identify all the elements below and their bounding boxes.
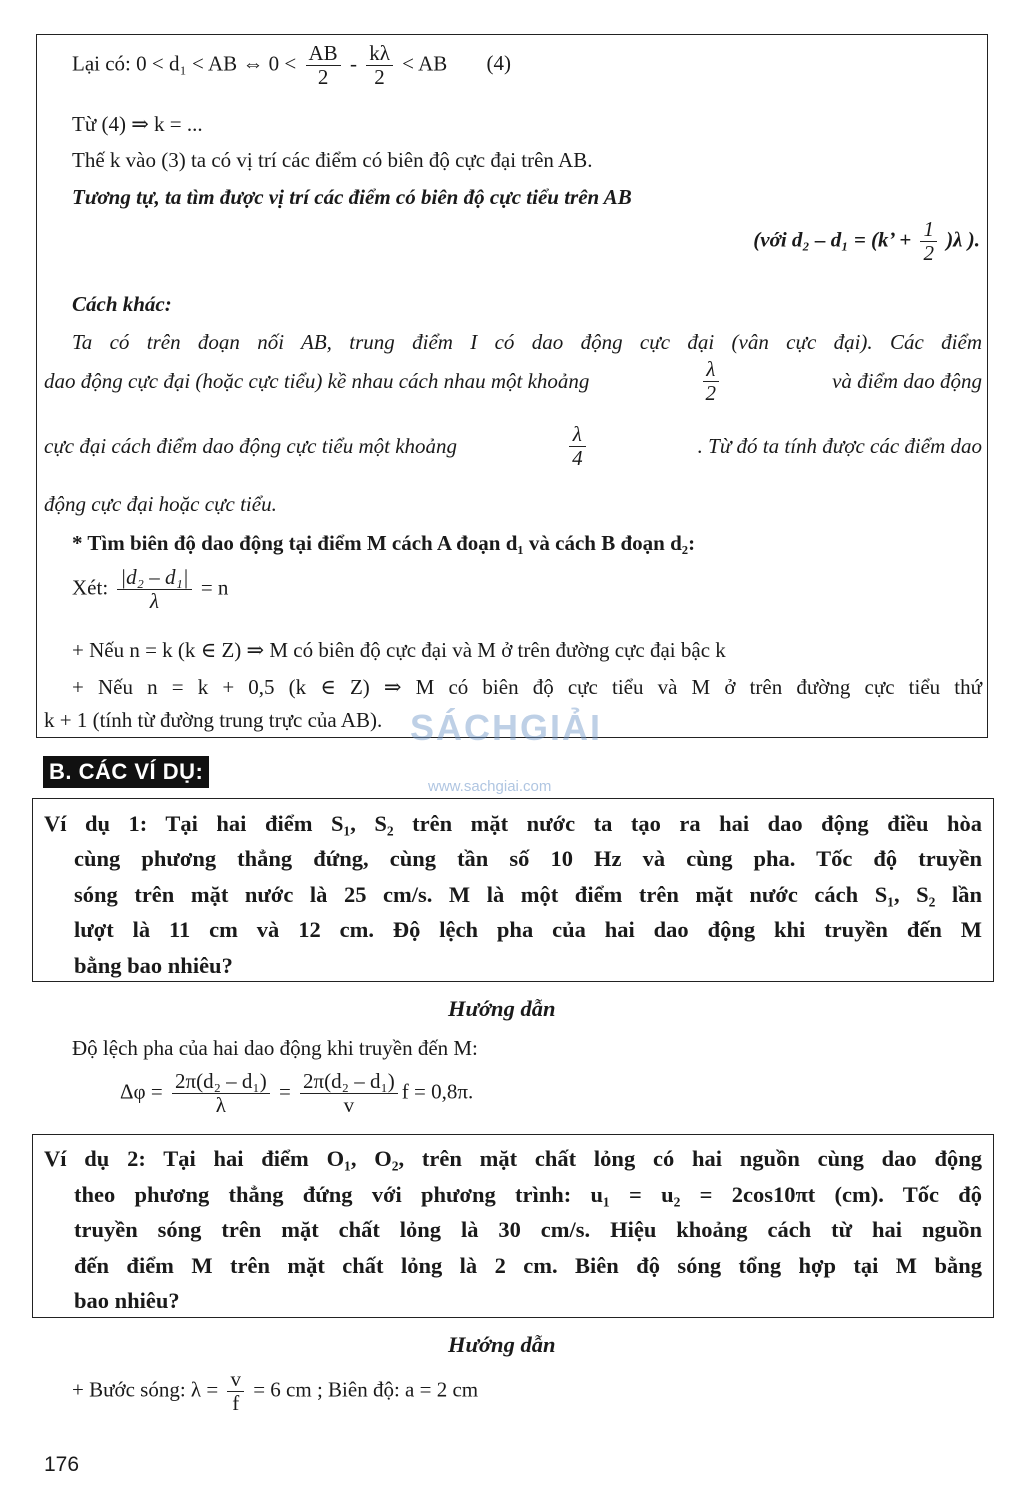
- example-1-line-1: Ví dụ 1: Tại hai điểm S₁, S₂ trên mặt nước ta tạo ra hai dao động điều hòa: [44, 811, 982, 836]
- fraction-v-f: $\frac{v}{f}$: [227, 1368, 244, 1415]
- example-2-line-5: bao nhiêu?: [74, 1288, 180, 1313]
- alt-paragraph-1: Ta có trên đoạn nối AB, trung điểm I có dao động cực đại (vân cực đại). Các điểm: [72, 330, 982, 354]
- fraction-klambda-2: $\frac{k\lambda}{2}$: [366, 42, 393, 89]
- fraction-lambda-2: $\frac{\lambda}{2}$: [703, 358, 720, 405]
- theory-line-1: Lại có: 0 < d₁ < AB ⇔ 0 < $\frac{AB}{2}$ - $\frac{k\lambda}{2}$ < AB (4): [72, 41, 511, 90]
- watermark-logo: SÁCHGIẢI: [410, 707, 603, 748]
- example-1-guide-title: Hướng dẫn: [448, 996, 556, 1021]
- fraction-ab-2: $\frac{AB}{2}$: [306, 42, 341, 89]
- example-1-formula: Δφ = $\frac{\text{2π(d₂ – d₁)}}{\lambda}$ = $\frac{\text{2π(d₂ – d₁)}}{v}$ f = 0,8π.: [120, 1069, 474, 1118]
- example-2-guide-title: Hướng dẫn: [448, 1332, 556, 1357]
- theory-line-4: Tương tự, ta tìm được vị trí các điểm có biên độ cực tiểu trên AB: [72, 185, 632, 209]
- alt-paragraph-4: động cực đại hoặc cực tiểu.: [44, 492, 277, 516]
- amplitude-heading: * Tìm biên độ dao động tại điểm M cách A đoạn d₁ và cách B đoạn d₂:: [72, 531, 696, 555]
- alt-paragraph-3: cực đại cách điểm dao động cực tiểu một khoảng $\frac{\lambda}{4}$ . Từ đó ta tính được các điểm dao: [44, 422, 982, 471]
- example-2-line-2: theo phương thẳng đứng với phương trình: u₁ = u₂ = 2cos10πt (cm). Tốc độ: [74, 1182, 982, 1207]
- section-heading: B. CÁC VÍ DỤ:: [43, 756, 209, 788]
- example-2-solution: + Bước sóng: λ = $\frac{v}{f}$ = 6 cm ; Biên độ: a = 2 cm: [72, 1367, 479, 1416]
- fraction-phase-v: $\frac{\text{2π(d₂ – d₁)}}{v}$: [300, 1070, 398, 1117]
- example-2-line-4: đến điểm M trên mặt chất lỏng là 2 cm. Biên độ sóng tổng hợp tại M bằng: [74, 1253, 982, 1278]
- theory-line-2: Từ (4) ⇒ k = ...: [72, 112, 203, 136]
- example-2-line-1: Ví dụ 2: Tại hai điểm O₁, O₂, trên mặt chất lỏng có hai nguồn cùng dao động: [44, 1146, 982, 1171]
- watermark-url: www.sachgiai.com: [428, 778, 552, 795]
- example-2-line-3: truyền sóng trên mặt chất lỏng là 30 cm/s. Hiệu khoảng cách từ hai nguồn: [74, 1217, 982, 1242]
- example-1-line-4: lượt là 11 cm và 12 cm. Độ lệch pha của hai dao động khi truyền đến M: [74, 917, 982, 942]
- case-minimum-1: + Nếu n = k + 0,5 (k ∈ Z) ⇒ M có biên độ cực tiểu và M ở trên đường cực tiểu thứ: [72, 675, 982, 699]
- fraction-1-2: $\frac{1}{2}$: [920, 218, 937, 265]
- example-1-line-2: cùng phương thẳng đứng, cùng tần số 10 Hz và cùng pha. Tốc độ truyền: [74, 846, 982, 871]
- fraction-phase-lambda: $\frac{\text{2π(d₂ – d₁)}}{\lambda}$: [172, 1070, 270, 1117]
- example-1-line-5: bằng bao nhiêu?: [74, 953, 233, 978]
- example-1-solution-text: Độ lệch pha của hai dao động khi truyền đến M:: [72, 1036, 478, 1060]
- theory-line-5: (với d₂ – d₁ = (k’ + $\frac{1}{2}$ )λ ).: [753, 217, 980, 266]
- theory-line-3: Thế k vào (3) ta có vị trí các điểm có biên độ cực đại trên AB.: [72, 148, 593, 172]
- page-number: 176: [44, 1453, 80, 1476]
- fraction-lambda-4: $\frac{\lambda}{4}$: [569, 423, 586, 470]
- example-1-line-3: sóng trên mặt nước là 25 cm/s. M là một điểm trên mặt nước cách S₁, S₂ lần: [74, 882, 982, 907]
- alt-paragraph-2: dao động cực đại (hoặc cực tiểu) kề nhau cách nhau một khoảng $\frac{\lambda}{2}$ và điểm dao động: [44, 357, 982, 406]
- xet-formula: Xét: $\frac{\text{|d₂ – d₁|}}{\lambda}$ = n: [72, 565, 229, 614]
- fraction-n: $\frac{\text{|d₂ – d₁|}}{\lambda}$: [117, 566, 191, 613]
- case-minimum-2: k + 1 (tính từ đường trung trực của AB).: [44, 708, 383, 732]
- alt-heading: Cách khác:: [72, 292, 172, 316]
- case-maximum: + Nếu n = k (k ∈ Z) ⇒ M có biên độ cực đại và M ở trên đường cực đại bậc k: [72, 638, 726, 662]
